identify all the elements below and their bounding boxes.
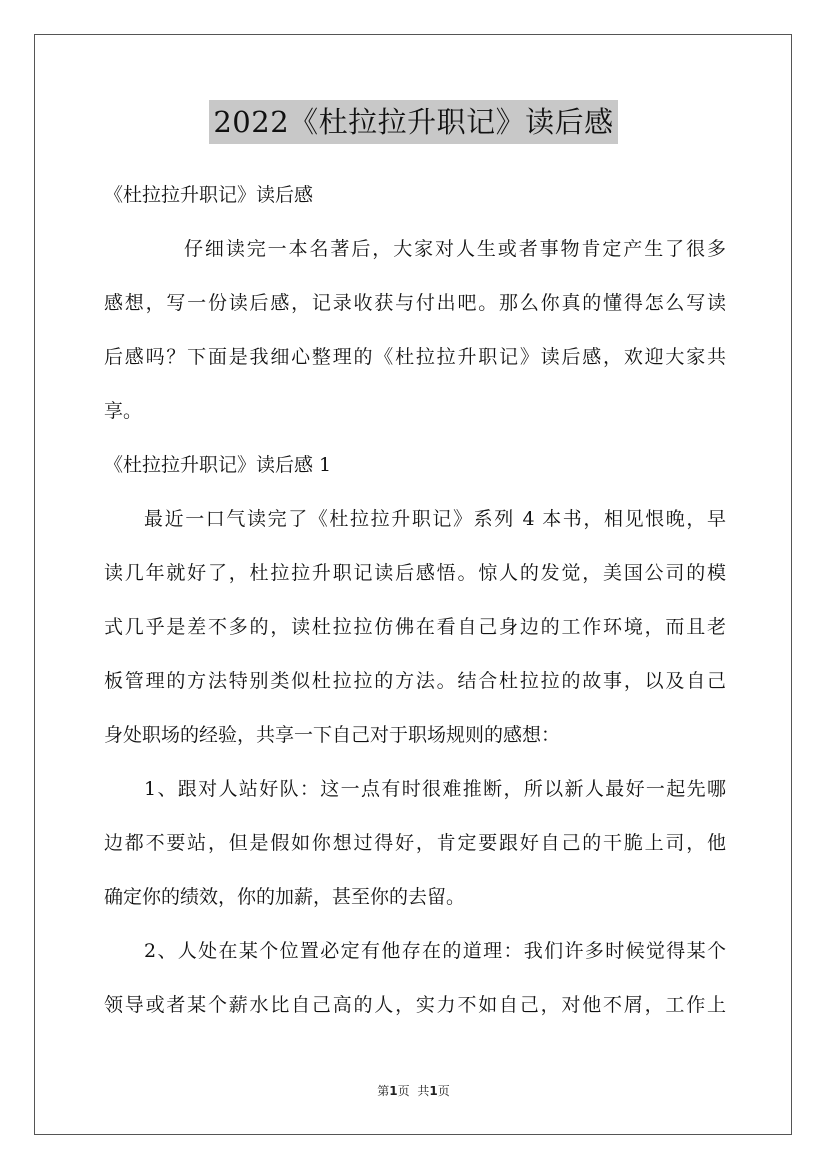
text-line: 领导或者某个薪水比自己高的人，实力不如自己，对他不屑，工作上 bbox=[104, 994, 726, 1016]
text-line: 身处职场的经验，共享一下自己对于职场规则的感想： bbox=[104, 724, 561, 746]
text-line: 享。 bbox=[104, 400, 143, 422]
footer-total-suffix: 页 bbox=[437, 1084, 450, 1098]
page-footer bbox=[0, 1082, 827, 1099]
text-line: 读几年就好了，杜拉拉升职记读后感悟。惊人的发觉，美国公司的模 bbox=[104, 562, 726, 584]
footer-page-prefix: 第 bbox=[377, 1084, 390, 1098]
text-line: 《杜拉拉升职记》读后感 1 bbox=[104, 454, 332, 476]
footer-page-suffix: 页 bbox=[397, 1084, 410, 1098]
text-line: 2、人处在某个位置必定有他存在的道理：我们许多时候觉得某个 bbox=[144, 940, 726, 962]
footer-page-number: 1 bbox=[389, 1084, 398, 1098]
text-line: 最近一口气读完了《杜拉拉升职记》系列 4 本书，相见恨晚，早 bbox=[144, 508, 726, 530]
text-line: 式几乎是差不多的，读杜拉拉仿佛在看自己身边的工作环境，而且老 bbox=[104, 616, 726, 638]
title-container bbox=[0, 100, 827, 144]
text-line: 确定你的绩效，你的加薪，甚至你的去留。 bbox=[104, 886, 466, 908]
text-line: 感想，写一份读后感，记录收获与付出吧。那么你真的懂得怎么写读 bbox=[104, 292, 726, 314]
text-line: 《杜拉拉升职记》读后感 bbox=[104, 184, 314, 206]
document-title: 2022《杜拉拉升职记》读后感 bbox=[209, 100, 617, 144]
document-body bbox=[104, 168, 726, 1032]
text-line: 1、跟对人站好队：这一点有时很难推断，所以新人最好一起先哪 bbox=[144, 778, 726, 800]
footer-total-number: 1 bbox=[429, 1084, 438, 1098]
text-line: 边都不要站，但是假如你想过得好，肯定要跟好自己的干脆上司，他 bbox=[104, 832, 726, 854]
text-line: 仔细读完一本名著后，大家对人生或者事物肯定产生了很多 bbox=[184, 238, 726, 260]
text-line: 后感吗？下面是我细心整理的《杜拉拉升职记》读后感，欢迎大家共 bbox=[104, 346, 726, 368]
footer-total-prefix: 共 bbox=[417, 1084, 430, 1098]
text-line: 板管理的方法特别类似杜拉拉的方法。结合杜拉拉的故事，以及自己 bbox=[104, 670, 726, 692]
